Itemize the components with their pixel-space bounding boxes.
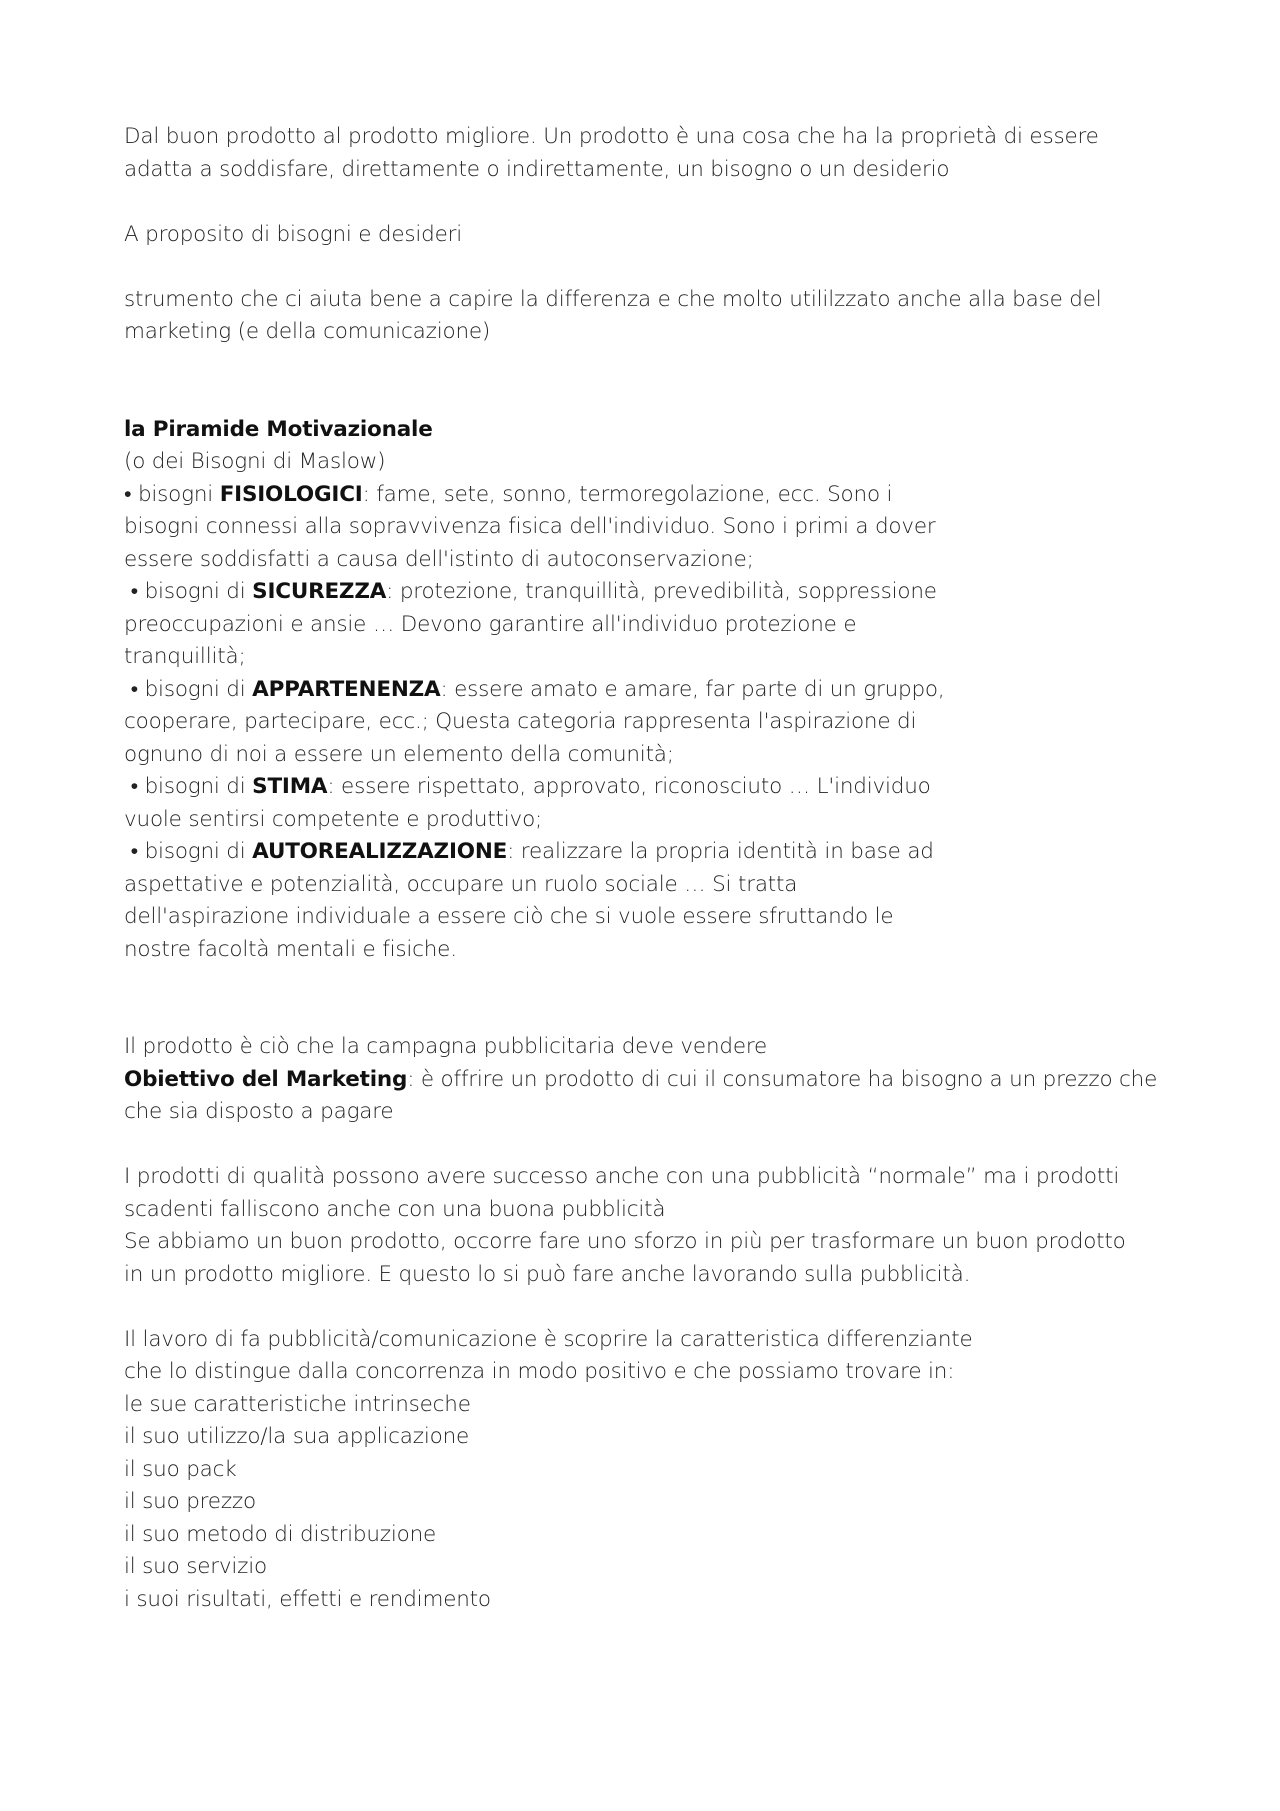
appartenenza-line-3: ognuno di noi a essere un elemento della comunità; — [124, 741, 674, 767]
lavoro-line-2: che lo distingue dalla concorrenza in modo positivo e che possiamo trovare in: — [124, 1359, 955, 1384]
autorealizzazione-line-1 — [124, 836, 1174, 869]
stima-term: STIMA — [252, 774, 328, 799]
sicurezza-prefix: • bisogni di — [124, 579, 253, 604]
document-page — [124, 121, 1174, 1616]
stima-line-1 — [124, 771, 1174, 804]
obiettivo-term: Obiettivo del Marketing — [124, 1066, 408, 1092]
caratteristica-item: i suoi risultati, effetti e rendimento — [124, 1586, 491, 1612]
appartenenza-text: : essere amato e amare, far parte di un gruppo, — [440, 676, 945, 702]
autorealizzazione-prefix: • bisogni di — [124, 839, 253, 864]
appartenenza-prefix: • bisogni di — [124, 676, 253, 702]
caratteristica-item: il suo pack — [124, 1456, 237, 1482]
qualita-line-2: scadenti falliscono anche con una buona pubblicità — [124, 1196, 666, 1222]
piramide-title: la Piramide Motivazionale — [124, 416, 433, 442]
fisiologici-line-1 — [124, 479, 1174, 512]
fisiologici-line-3: essere soddisfatti a causa dell'istinto di autoconservazione; — [124, 546, 754, 572]
autorealizzazione-text: : realizzare la propria identità in base ad — [507, 839, 934, 864]
obiettivo-line-1 — [124, 1064, 1174, 1097]
caratteristica-item: il suo utilizzo/la sua applicazione — [124, 1424, 470, 1449]
fisiologici-prefix: • bisogni — [124, 481, 220, 507]
stima-text: : essere rispettato, approvato, riconosciuto … L'individuo — [327, 774, 931, 799]
sicurezza-text: : protezione, tranquillità, prevedibilità, soppressione — [386, 579, 937, 604]
qualita-line-3: Se abbiamo un buon prodotto, occorre fare uno sforzo in più per trasformare un buon prodotto — [124, 1229, 1126, 1254]
bisogni-desideri-line: A proposito di bisogni e desideri — [124, 221, 463, 247]
stima-line-2: vuole sentirsi competente e produttivo; — [124, 806, 543, 832]
appartenenza-line-1 — [124, 674, 1174, 707]
sicurezza-line-3: tranquillità; — [124, 644, 246, 669]
sicurezza-line-2: preoccupazioni e ansie … Devono garantire all'individuo protezione e — [124, 611, 857, 637]
autorealizzazione-line-2: aspettative e potenzialità, occupare un ruolo sociale … Si tratta — [124, 871, 798, 897]
appartenenza-term: APPARTENENZA — [252, 676, 441, 702]
caratteristica-item: il suo servizio — [124, 1554, 267, 1579]
obiettivo-line-2: che sia disposto a pagare — [124, 1099, 394, 1124]
caratteristica-item: il suo metodo di distribuzione — [124, 1521, 437, 1547]
caratteristica-item: il suo prezzo — [124, 1489, 256, 1514]
sicurezza-line-1 — [124, 576, 1174, 609]
intro-line-1: Dal buon prodotto al prodotto migliore. Un prodotto è una cosa che ha la proprietà di essere — [124, 124, 1099, 149]
piramide-subtitle: (o dei Bisogni di Maslow) — [124, 449, 386, 474]
autorealizzazione-line-4: nostre facoltà mentali e fisiche. — [124, 936, 457, 962]
caratteristica-item: le sue caratteristiche intrinseche — [124, 1391, 471, 1417]
strumento-line-1: strumento che ci aiuta bene a capire la differenza e che molto utililzzato anche alla base del — [124, 286, 1102, 312]
qualita-line-4: in un prodotto migliore. E questo lo si può fare anche lavorando sulla pubblicità. — [124, 1261, 971, 1287]
fisiologici-term: FISIOLOGICI — [219, 481, 363, 507]
autorealizzazione-term: AUTOREALIZZAZIONE — [252, 839, 508, 864]
strumento-line-2: marketing (e della comunicazione) — [124, 319, 491, 344]
autorealizzazione-line-3: dell'aspirazione individuale a essere ciò che si vuole essere sfruttando le — [124, 904, 894, 929]
qualita-line-1: I prodotti di qualità possono avere successo anche con una pubblicità “normale” ma i prodotti — [124, 1164, 1120, 1189]
fisiologici-line-2: bisogni connessi alla sopravvivenza fisica dell'individuo. Sono i primi a dover — [124, 514, 936, 539]
obiettivo-text: : è offrire un prodotto di cui il consumatore ha bisogno a un prezzo che — [407, 1066, 1158, 1092]
intro-line-2: adatta a soddisfare, direttamente o indirettamente, un bisogno o un desiderio — [124, 156, 950, 182]
fisiologici-text: : fame, sete, sonno, termoregolazione, ecc. Sono i — [362, 481, 893, 507]
lavoro-line-1: Il lavoro di fa pubblicità/comunicazione è scoprire la caratteristica differenziante — [124, 1326, 973, 1352]
appartenenza-line-2: cooperare, partecipare, ecc.; Questa categoria rappresenta l'aspirazione di — [124, 709, 917, 734]
prodotto-vendere-line: Il prodotto è ciò che la campagna pubblicitaria deve vendere — [124, 1034, 768, 1059]
sicurezza-term: SICUREZZA — [252, 579, 387, 604]
stima-prefix: • bisogni di — [124, 774, 253, 799]
